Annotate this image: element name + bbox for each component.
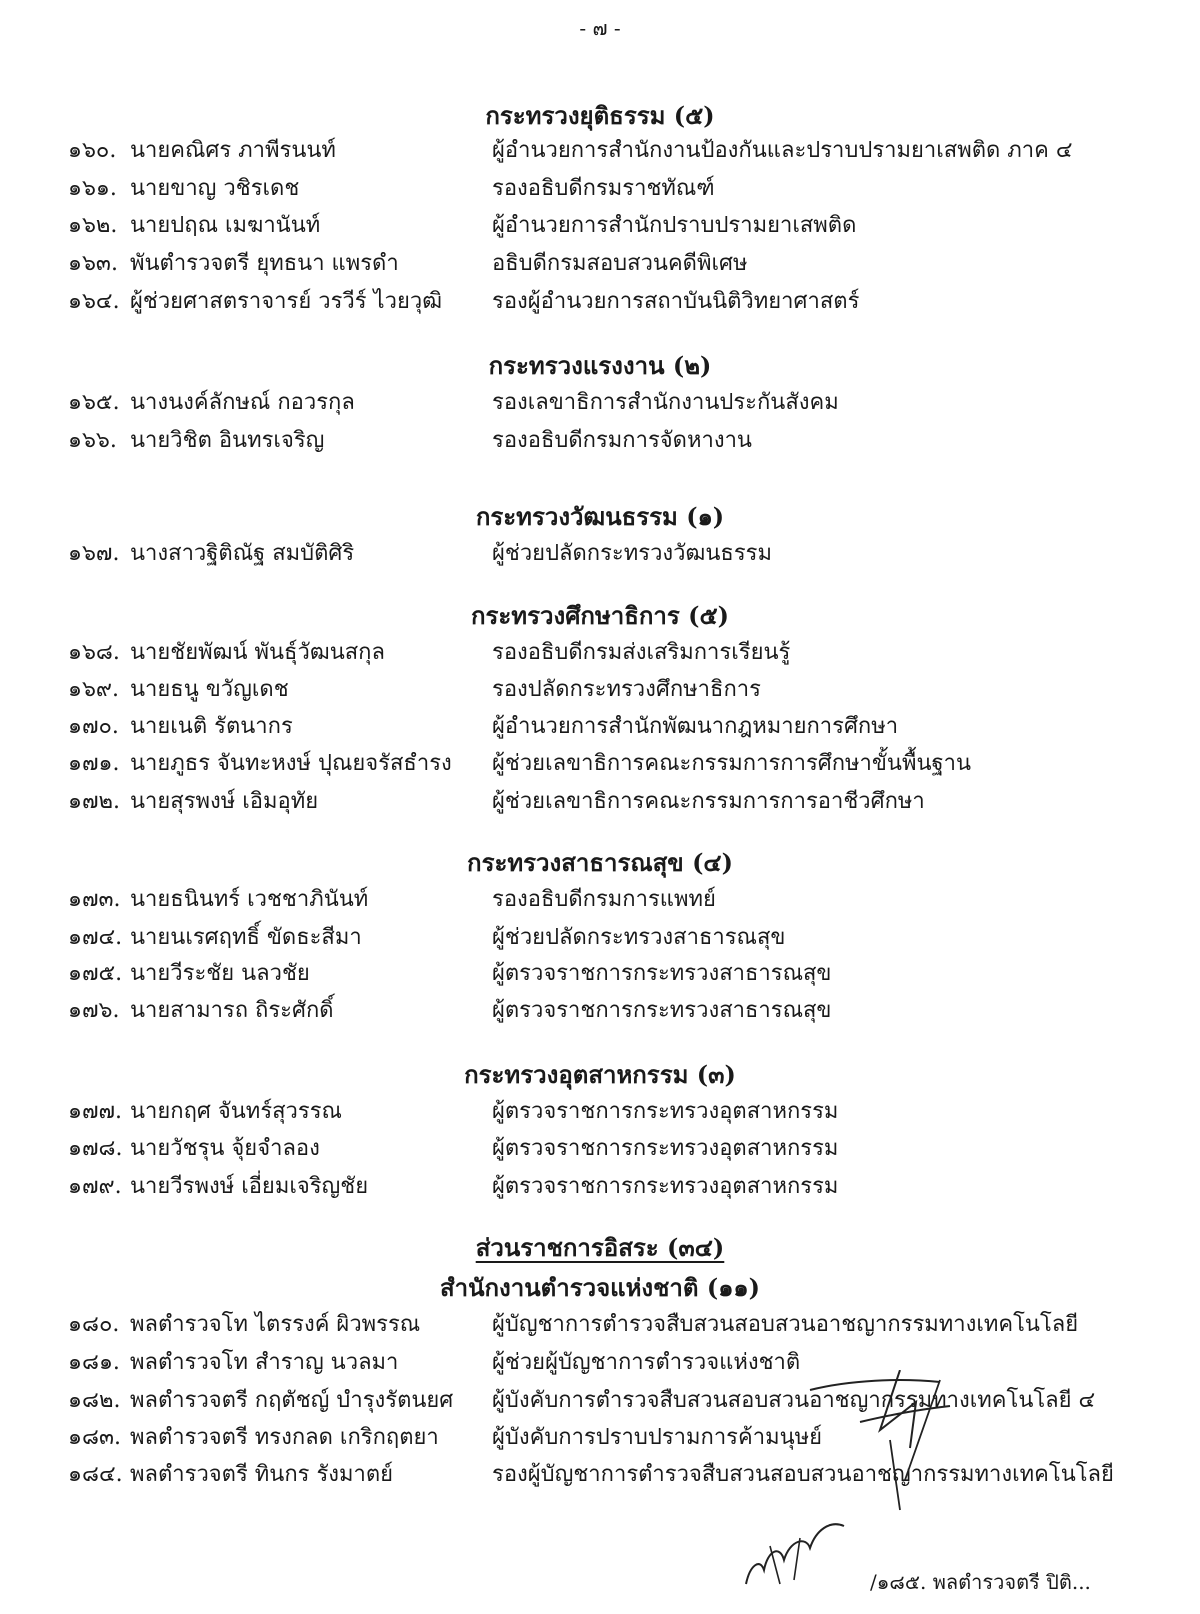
- person-name: นายปฤณ เมฆานันท์: [130, 213, 321, 238]
- person-name: นายสามารถ ถิระศักดิ์: [130, 998, 334, 1023]
- position-title: รองอธิบดีกรมการจัดหางาน: [492, 428, 752, 453]
- item-number: ๑๗๗.: [68, 1099, 123, 1124]
- list-item: [0, 1093, 1200, 1127]
- list-item: [0, 535, 1200, 569]
- subsection-heading-police: สำนักงานตำรวจแห่งชาติ (๑๑): [439, 1273, 761, 1302]
- position-title: รองอธิบดีกรมการแพทย์: [492, 887, 716, 912]
- position-title: รองอธิบดีกรมส่งเสริมการเรียนรู้: [492, 640, 791, 665]
- person-name: นายเนติ รัตนากร: [130, 714, 293, 739]
- position-title: ผู้ตรวจราชการกระทรวงอุตสาหกรรม: [492, 1174, 839, 1199]
- continuation-note: /๑๘๕. พลตำรวจตรี ปิติ...: [870, 1570, 1091, 1594]
- position-title: ผู้อำนวยการสำนักพัฒนากฎหมายการศึกษา: [492, 714, 899, 739]
- person-name: นายขาญ วชิรเดช: [130, 176, 300, 201]
- position-title: ผู้ช่วยเลขาธิการคณะกรรมการการศึกษาขั้นพื้นฐาน: [492, 751, 972, 776]
- person-name: พันตำรวจตรี ยุทธนา แพรดำ: [130, 251, 399, 276]
- person-name: นายสุรพงษ์ เอิมอุทัย: [130, 789, 319, 814]
- item-number: ๑๖๑.: [68, 176, 117, 201]
- list-item: [0, 1456, 1200, 1490]
- list-item: [0, 1419, 1200, 1453]
- person-name: นางสาวฐิติณัฐ สมบัติศิริ: [130, 541, 355, 566]
- item-number: ๑๘๔.: [68, 1462, 123, 1487]
- item-number: ๑๘๒.: [68, 1388, 121, 1413]
- list-item: [0, 708, 1200, 742]
- position-title: ผู้ช่วยปลัดกระทรวงสาธารณสุข: [492, 925, 786, 950]
- person-name: พลตำรวจตรี ทินกร รังมาตย์: [130, 1462, 394, 1487]
- person-name: นายธนินทร์ เวชชาภินันท์: [130, 887, 369, 912]
- position-title: รองเลขาธิการสำนักงานประกันสังคม: [492, 390, 839, 415]
- position-title: ผู้บัญชาการตำรวจสืบสวนสอบสวนอาชญากรรมทางเทคโนโลยี: [492, 1312, 1079, 1337]
- list-item: [0, 384, 1200, 418]
- list-item: [0, 745, 1200, 779]
- item-number: ๑๗๙.: [68, 1174, 122, 1199]
- list-item: [0, 671, 1200, 705]
- person-name: ผู้ช่วยศาสตราจารย์ วรวีร์ ไวยวุฒิ: [130, 289, 443, 314]
- section-heading-culture: กระทรวงวัฒนธรรม (๑): [475, 502, 725, 531]
- person-name: นายชัยพัฒน์ พันธุ์วัฒนสกุล: [130, 640, 385, 665]
- item-number: ๑๖๒.: [68, 213, 118, 238]
- list-item: [0, 170, 1200, 204]
- person-name: พลตำรวจโท สำราญ นวลมา: [130, 1350, 399, 1375]
- list-item: [0, 207, 1200, 241]
- person-name: นายวีระชัย นลวชัย: [130, 961, 310, 986]
- item-number: ๑๗๘.: [68, 1136, 123, 1161]
- item-number: ๑๗๔.: [68, 925, 123, 950]
- list-item: [0, 1344, 1200, 1378]
- list-item: [0, 245, 1200, 279]
- person-name: นายภูธร จันทะหงษ์ ปุณยจรัสธำรง: [130, 751, 452, 776]
- list-item: [0, 783, 1200, 817]
- position-title: รองอธิบดีกรมราชทัณฑ์: [492, 176, 715, 201]
- position-title: ผู้ช่วยเลขาธิการคณะกรรมการการอาชีวศึกษา: [492, 789, 925, 814]
- list-item: [0, 1382, 1200, 1416]
- list-item: [0, 881, 1200, 915]
- section-heading-independent-agencies: ส่วนราชการอิสระ (๓๔): [475, 1233, 725, 1262]
- item-number: ๑๗๐.: [68, 714, 119, 739]
- item-number: ๑๘๓.: [68, 1425, 121, 1450]
- item-number: ๑๘๑.: [68, 1350, 120, 1375]
- list-item: [0, 1306, 1200, 1340]
- person-name: พลตำรวจตรี กฤตัชญ์ บำรุงรัตนยศ: [130, 1388, 454, 1413]
- position-title: ผู้บังคับการปราบปรามการค้ามนุษย์: [492, 1425, 822, 1450]
- list-item: [0, 1130, 1200, 1164]
- person-name: นายวัชรุน จุ้ยจำลอง: [130, 1136, 320, 1161]
- list-item: [0, 919, 1200, 953]
- person-name: นายวีรพงษ์ เอี่ยมเจริญชัย: [130, 1174, 369, 1199]
- position-title: ผู้ช่วยผู้บัญชาการตำรวจแห่งชาติ: [492, 1350, 801, 1375]
- position-title: ผู้ตรวจราชการกระทรวงสาธารณสุข: [492, 961, 832, 986]
- item-number: ๑๗๒.: [68, 789, 121, 814]
- list-item: [0, 1168, 1200, 1202]
- position-title: ผู้ตรวจราชการกระทรวงอุตสาหกรรม: [492, 1099, 839, 1124]
- person-name: นายนเรศฤทธิ์ ขัดธะสีมา: [130, 925, 362, 950]
- section-heading-industry: กระทรวงอุตสาหกรรม (๓): [464, 1060, 736, 1089]
- position-title: อธิบดีกรมสอบสวนคดีพิเศษ: [492, 251, 748, 276]
- person-name: นายคณิศร ภาพีรนนท์: [130, 138, 336, 163]
- list-item: [0, 634, 1200, 668]
- item-number: ๑๖๙.: [68, 677, 120, 702]
- section-heading-public-health: กระทรวงสาธารณสุข (๔): [467, 848, 733, 877]
- item-number: ๑๖๐.: [68, 138, 117, 163]
- position-title: รองผู้บัญชาการตำรวจสืบสวนสอบสวนอาชญากรรมทางเทคโนโลยี: [492, 1462, 1114, 1487]
- person-name: นายวิชิต อินทรเจริญ: [130, 428, 325, 453]
- item-number: ๑๗๓.: [68, 887, 121, 912]
- item-number: ๑๖๓.: [68, 251, 118, 276]
- person-name: นายธนู ขวัญเดช: [130, 677, 289, 702]
- list-item: [0, 132, 1200, 166]
- person-name: พลตำรวจโท ไตรรงค์ ผิวพรรณ: [130, 1312, 421, 1337]
- item-number: ๑๖๕.: [68, 390, 120, 415]
- list-item: [0, 283, 1200, 317]
- section-heading-education: กระทรวงศึกษาธิการ (๕): [470, 601, 730, 630]
- person-name: พลตำรวจตรี ทรงกลด เกริกฤตยา: [130, 1425, 439, 1450]
- person-name: นางนงค์ลักษณ์ กอวรกุล: [130, 390, 355, 415]
- signature-mark: [740, 1370, 980, 1590]
- list-item: [0, 992, 1200, 1026]
- position-title: ผู้ตรวจราชการกระทรวงสาธารณสุข: [492, 998, 832, 1023]
- position-title: ผู้ตรวจราชการกระทรวงอุตสาหกรรม: [492, 1136, 839, 1161]
- item-number: ๑๗๑.: [68, 751, 120, 776]
- item-number: ๑๖๘.: [68, 640, 120, 665]
- position-title: ผู้อำนวยการสำนักปราบปรามยาเสพติด: [492, 213, 857, 238]
- item-number: ๑๖๖.: [68, 428, 117, 453]
- position-title: ผู้บังคับการตำรวจสืบสวนสอบสวนอาชญากรรมทางเทคโนโลยี ๔: [492, 1388, 1096, 1413]
- item-number: ๑๗๕.: [68, 961, 123, 986]
- position-title: รองปลัดกระทรวงศึกษาธิการ: [492, 677, 761, 702]
- page-number: - ๗ -: [579, 16, 621, 40]
- item-number: ๑๖๗.: [68, 541, 120, 566]
- list-item: [0, 422, 1200, 456]
- list-item: [0, 955, 1200, 989]
- item-number: ๑๗๖.: [68, 998, 120, 1023]
- item-number: ๑๘๐.: [68, 1312, 120, 1337]
- position-title: รองผู้อำนวยการสถาบันนิติวิทยาศาสตร์: [492, 289, 860, 314]
- position-title: ผู้อำนวยการสำนักงานป้องกันและปราบปรามยาเสพติด ภาค ๔: [492, 138, 1073, 163]
- section-heading-labour: กระทรวงแรงงาน (๒): [488, 351, 712, 380]
- position-title: ผู้ช่วยปลัดกระทรวงวัฒนธรรม: [492, 541, 772, 566]
- person-name: นายกฤศ จันทร์สุวรรณ: [130, 1099, 342, 1124]
- section-heading-justice: กระทรวงยุติธรรม (๕): [485, 101, 715, 130]
- item-number: ๑๖๔.: [68, 289, 120, 314]
